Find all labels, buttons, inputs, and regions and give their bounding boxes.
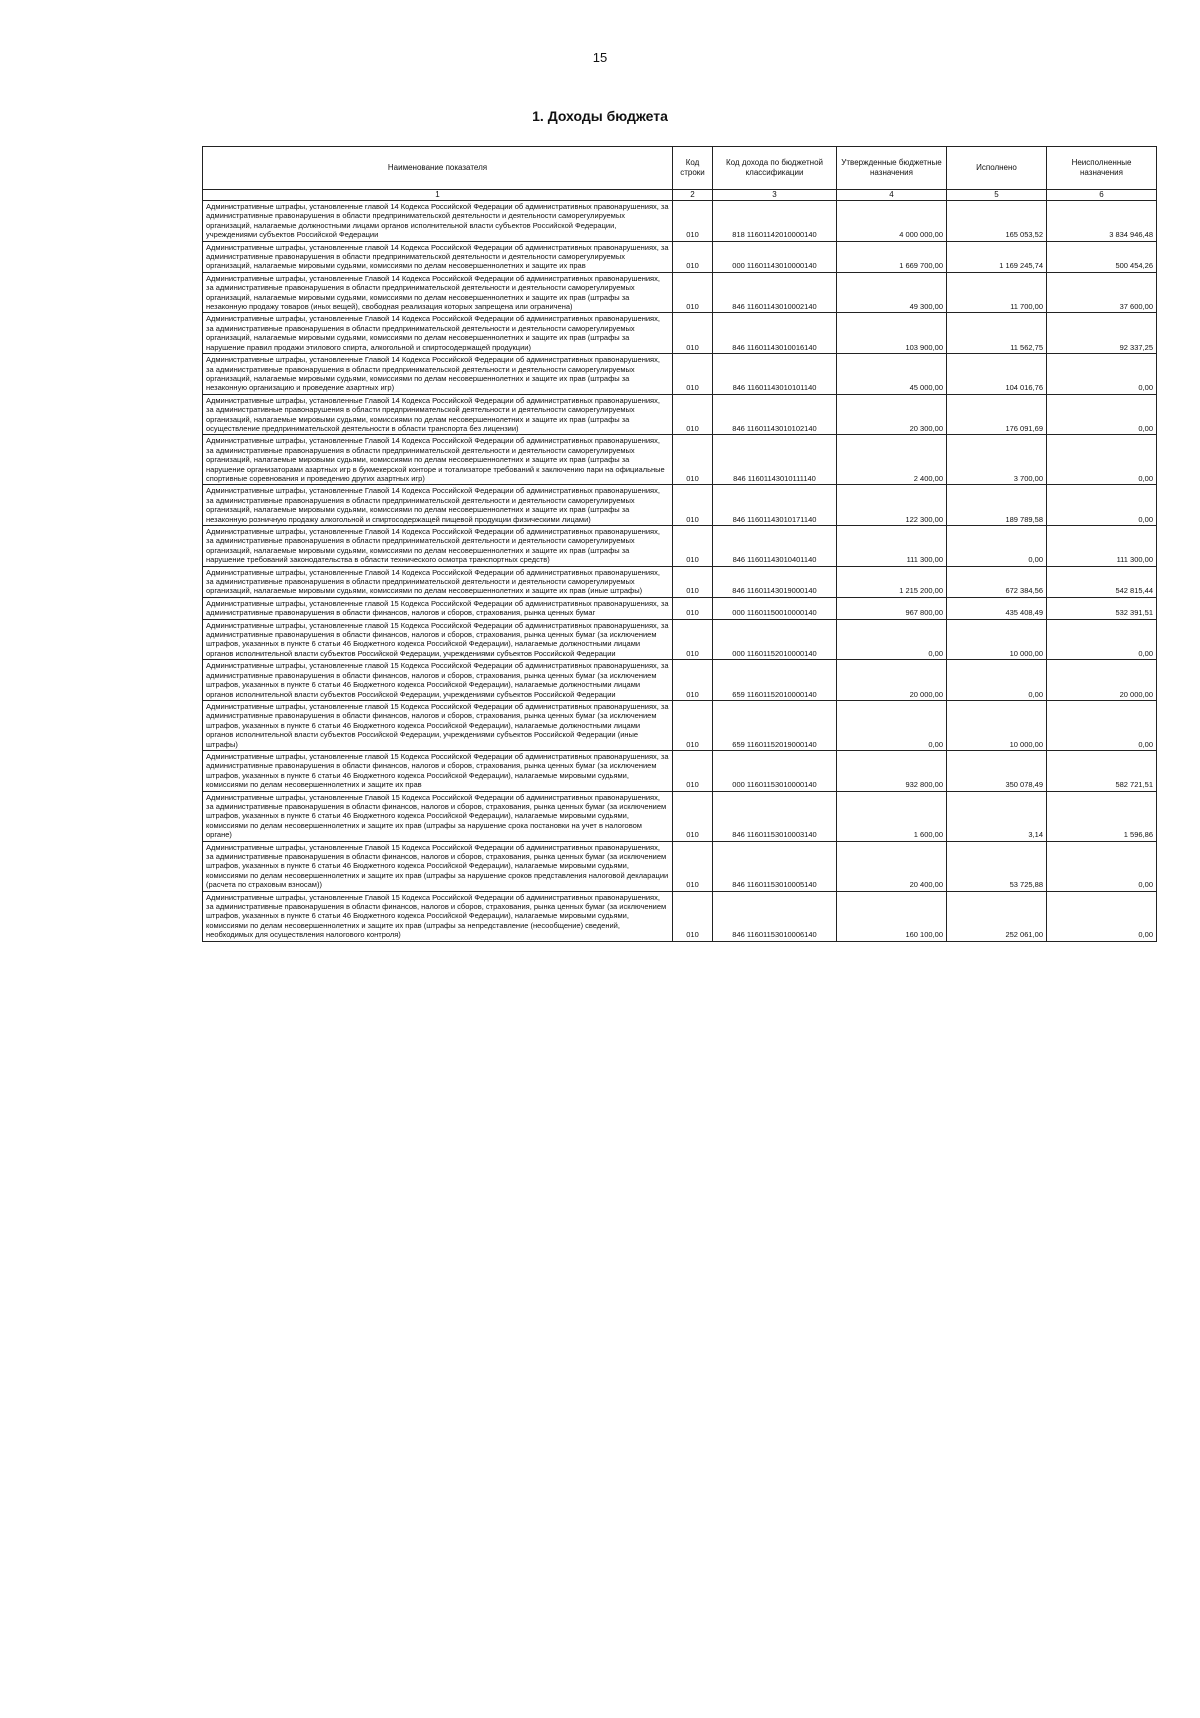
executed-cell: 1 169 245,74: [947, 241, 1047, 272]
line-code-cell: 010: [673, 485, 713, 526]
income-code-cell: 000 11601152010000140: [713, 619, 837, 660]
line-code-cell: 010: [673, 660, 713, 701]
indicator-name-cell: Административные штрафы, установленные главой 15 Кодекса Российской Федерации об административных правонарушениях, за административные правонарушения в области финансов, налогов и сборов, страхования, рынка ценных бумаг (за исключением штрафов, указанных в пункте 6 статьи 46 Бюджетного кодекса Российской Федерации), налагаемые должностными лицами органов исполнительной власти субъектов Российской Федерации, учреждениями субъектов Российской Федерации: [203, 660, 673, 701]
line-code-cell: 010: [673, 201, 713, 242]
indicator-name-cell: Административные штрафы, установленные Главой 14 Кодекса Российской Федерации об административных правонарушениях, за административные правонарушения в области предпринимательской деятельности и деятельности саморегулируемых организаций, налагаемые мировыми судьями, комиссиями по делам несовершеннолетних и защите их прав (штрафы за незаконную продажу товаров (иных вещей), свободная реализация которых запрещена или ограничена): [203, 272, 673, 313]
indicator-name-cell: Административные штрафы, установленные главой 15 Кодекса Российской Федерации об административных правонарушениях, за административные правонарушения в области финансов, налогов и сборов, страхования, рынка ценных бумаг (за исключением штрафов, указанных в пункте 6 статьи 46 Бюджетного кодекса Российской Федерации), налагаемые должностными лицами органов исполнительной власти субъектов Российской Федерации, учреждениями субъектов Российской Федерации: [203, 619, 673, 660]
unexecuted-cell: 532 391,51: [1047, 597, 1157, 619]
executed-cell: 3 700,00: [947, 435, 1047, 485]
line-code-cell: 010: [673, 241, 713, 272]
unexecuted-cell: 542 815,44: [1047, 566, 1157, 597]
income-code-cell: 000 11601143010000140: [713, 241, 837, 272]
column-number: 2: [673, 190, 713, 201]
line-code-cell: 010: [673, 566, 713, 597]
table-row: [203, 526, 1157, 567]
table-row: [203, 435, 1157, 485]
executed-cell: 11 562,75: [947, 313, 1047, 354]
line-code-cell: 010: [673, 597, 713, 619]
income-code-cell: 659 11601152010000140: [713, 660, 837, 701]
executed-cell: 176 091,69: [947, 394, 1047, 435]
indicator-name-cell: Административные штрафы, установленные Главой 14 Кодекса Российской Федерации об административных правонарушениях, за административные правонарушения в области предпринимательской деятельности и деятельности саморегулируемых организаций, налагаемые мировыми судьями, комиссиями по делам несовершеннолетних и защите их прав (штрафы за нарушение правил продажи этилового спирта, алкогольной и спиртосодержащей продукции): [203, 313, 673, 354]
table-row: [203, 619, 1157, 660]
income-code-cell: 846 11601153010005140: [713, 841, 837, 891]
column-number: 3: [713, 190, 837, 201]
executed-cell: 189 789,58: [947, 485, 1047, 526]
indicator-name-cell: Административные штрафы, установленные Главой 14 Кодекса Российской Федерации об административных правонарушениях, за административные правонарушения в области предпринимательской деятельности и деятельности саморегулируемых организаций, налагаемые мировыми судьями, комиссиями по делам несовершеннолетних и защите их прав (иные штрафы): [203, 566, 673, 597]
indicator-name-cell: Административные штрафы, установленные Главой 15 Кодекса Российской Федерации об административных правонарушениях, за административные правонарушения в области финансов, налогов и сборов, страхования, рынка ценных бумаг (за исключением штрафов, указанных в пункте 6 статьи 46 Бюджетного кодекса Российской Федерации), налагаемые мировыми судьями, комиссиями по делам несовершеннолетних и защите их прав (штрафы за нарушение сроков представления налоговой декларации (расчета по страховым взносам)): [203, 841, 673, 891]
executed-cell: 0,00: [947, 660, 1047, 701]
executed-cell: 165 053,52: [947, 201, 1047, 242]
header-indicator-name: Наименование показателя: [203, 147, 673, 190]
approved-cell: 49 300,00: [837, 272, 947, 313]
indicator-name-cell: Административные штрафы, установленные главой 15 Кодекса Российской Федерации об административных правонарушениях, за административные правонарушения в области финансов, налогов и сборов, страхования, рынка ценных бумаг: [203, 597, 673, 619]
unexecuted-cell: 111 300,00: [1047, 526, 1157, 567]
income-code-cell: 846 11601143010102140: [713, 394, 837, 435]
income-code-cell: 846 11601143010111140: [713, 435, 837, 485]
indicator-name-cell: Административные штрафы, установленные Главой 14 Кодекса Российской Федерации об административных правонарушениях, за административные правонарушения в области предпринимательской деятельности и деятельности саморегулируемых организаций, налагаемые мировыми судьями, комиссиями по делам несовершеннолетних и защите их прав (штрафы за незаконную организацию и проведение азартных игр): [203, 354, 673, 395]
income-code-cell: 000 11601153010000140: [713, 750, 837, 791]
approved-cell: 0,00: [837, 619, 947, 660]
approved-cell: 0,00: [837, 700, 947, 750]
approved-cell: 1 215 200,00: [837, 566, 947, 597]
approved-cell: 111 300,00: [837, 526, 947, 567]
income-code-cell: 000 11601150010000140: [713, 597, 837, 619]
approved-cell: 45 000,00: [837, 354, 947, 395]
header-unexecuted: Неисполненные назначения: [1047, 147, 1157, 190]
header-approved: Утвержденные бюджетные назначения: [837, 147, 947, 190]
unexecuted-cell: 0,00: [1047, 841, 1157, 891]
income-code-cell: 846 11601143010401140: [713, 526, 837, 567]
table-row: [203, 201, 1157, 242]
line-code-cell: 010: [673, 700, 713, 750]
table-row: [203, 566, 1157, 597]
table-row: [203, 700, 1157, 750]
table-row: [203, 891, 1157, 941]
header-line-code: Код строки: [673, 147, 713, 190]
unexecuted-cell: 582 721,51: [1047, 750, 1157, 791]
column-number: 5: [947, 190, 1047, 201]
approved-cell: 103 900,00: [837, 313, 947, 354]
header-income-code: Код дохода по бюджетной классификации: [713, 147, 837, 190]
income-code-cell: 846 11601143010016140: [713, 313, 837, 354]
table-row: [203, 841, 1157, 891]
approved-cell: 932 800,00: [837, 750, 947, 791]
line-code-cell: 010: [673, 435, 713, 485]
line-code-cell: 010: [673, 619, 713, 660]
indicator-name-cell: Административные штрафы, установленные Главой 14 Кодекса Российской Федерации об административных правонарушениях, за административные правонарушения в области предпринимательской деятельности и деятельности саморегулируемых организаций, налагаемые мировыми судьями, комиссиями по делам несовершеннолетних и защите их прав (штрафы за нарушение организаторами азартных игр в букмекерской конторе и тотализаторе требований к заключению пари на официальные спортивные соревнования и проведению других азартных игр): [203, 435, 673, 485]
approved-cell: 1 669 700,00: [837, 241, 947, 272]
line-code-cell: 010: [673, 891, 713, 941]
indicator-name-cell: Административные штрафы, установленные Главой 15 Кодекса Российской Федерации об административных правонарушениях, за административные правонарушения в области финансов, налогов и сборов, страхования, рынка ценных бумаг (за исключением штрафов, указанных в пункте 6 статьи 46 Бюджетного кодекса Российской Федерации), налагаемые мировыми судьями, комиссиями по делам несовершеннолетних и защите их прав (штрафы за нарушение срока постановки на учет в налоговом органе): [203, 791, 673, 841]
income-code-cell: 846 11601143010171140: [713, 485, 837, 526]
approved-cell: 1 600,00: [837, 791, 947, 841]
approved-cell: 20 000,00: [837, 660, 947, 701]
budget-income-table: [202, 146, 1157, 942]
income-code-cell: 846 11601143019000140: [713, 566, 837, 597]
executed-cell: 672 384,56: [947, 566, 1047, 597]
indicator-name-cell: Административные штрафы, установленные главой 15 Кодекса Российской Федерации об административных правонарушениях, за административные правонарушения в области финансов, налогов и сборов, страхования, рынка ценных бумаг (за исключением штрафов, указанных в пункте 6 статьи 46 Бюджетного кодекса Российской Федерации), налагаемые должностными лицами органов исполнительной власти субъектов Российской Федерации, учреждениями субъектов Российской Федерации (иные штрафы): [203, 700, 673, 750]
income-code-cell: 818 11601142010000140: [713, 201, 837, 242]
unexecuted-cell: 1 596,86: [1047, 791, 1157, 841]
line-code-cell: 010: [673, 841, 713, 891]
indicator-name-cell: Административные штрафы, установленные Главой 14 Кодекса Российской Федерации об административных правонарушениях, за административные правонарушения в области предпринимательской деятельности и деятельности саморегулируемых организаций, налагаемые мировыми судьями, комиссиями по делам несовершеннолетних и защите их прав (штрафы за нарушение требований законодательства в области технического осмотра транспортных средств): [203, 526, 673, 567]
executed-cell: 53 725,88: [947, 841, 1047, 891]
line-code-cell: 010: [673, 354, 713, 395]
executed-cell: 0,00: [947, 526, 1047, 567]
executed-cell: 252 061,00: [947, 891, 1047, 941]
table-row: [203, 791, 1157, 841]
unexecuted-cell: 0,00: [1047, 394, 1157, 435]
approved-cell: 4 000 000,00: [837, 201, 947, 242]
line-code-cell: 010: [673, 272, 713, 313]
table-header-row: [203, 147, 1157, 190]
unexecuted-cell: 0,00: [1047, 435, 1157, 485]
executed-cell: 10 000,00: [947, 619, 1047, 660]
income-code-cell: 846 11601143010002140: [713, 272, 837, 313]
column-number-row: [203, 190, 1157, 201]
column-number: 6: [1047, 190, 1157, 201]
approved-cell: 967 800,00: [837, 597, 947, 619]
line-code-cell: 010: [673, 791, 713, 841]
executed-cell: 10 000,00: [947, 700, 1047, 750]
unexecuted-cell: 0,00: [1047, 891, 1157, 941]
executed-cell: 3,14: [947, 791, 1047, 841]
approved-cell: 160 100,00: [837, 891, 947, 941]
unexecuted-cell: 20 000,00: [1047, 660, 1157, 701]
page-title: 1. Доходы бюджета: [532, 108, 668, 124]
unexecuted-cell: 0,00: [1047, 619, 1157, 660]
indicator-name-cell: Административные штрафы, установленные главой 14 Кодекса Российской Федерации об административных правонарушениях, за административные правонарушения в области предпринимательской деятельности и деятельности саморегулируемых организаций, налагаемые должностными лицами органов исполнительной власти субъектов Российской Федерации, учреждениями субъектов Российской Федерации: [203, 201, 673, 242]
line-code-cell: 010: [673, 394, 713, 435]
table-row: [203, 272, 1157, 313]
table-row: [203, 660, 1157, 701]
unexecuted-cell: 500 454,26: [1047, 241, 1157, 272]
header-executed: Исполнено: [947, 147, 1047, 190]
column-number: 4: [837, 190, 947, 201]
page-number: 15: [592, 50, 608, 65]
indicator-name-cell: Административные штрафы, установленные главой 14 Кодекса Российской Федерации об административных правонарушениях, за административные правонарушения в области предпринимательской деятельности и деятельности саморегулируемых организаций, налагаемые мировыми судьями, комиссиями по делам несовершеннолетних и защите их прав: [203, 241, 673, 272]
table-row: [203, 485, 1157, 526]
approved-cell: 20 400,00: [837, 841, 947, 891]
table-row: [203, 597, 1157, 619]
approved-cell: 2 400,00: [837, 435, 947, 485]
table-row: [203, 241, 1157, 272]
unexecuted-cell: 0,00: [1047, 354, 1157, 395]
indicator-name-cell: Административные штрафы, установленные главой 15 Кодекса Российской Федерации об административных правонарушениях, за административные правонарушения в области финансов, налогов и сборов, страхования, рынка ценных бумаг (за исключением штрафов, указанных в пункте 6 статьи 46 Бюджетного кодекса Российской Федерации), налагаемые мировыми судьями, комиссиями по делам несовершеннолетних и защите их прав: [203, 750, 673, 791]
unexecuted-cell: 3 834 946,48: [1047, 201, 1157, 242]
table-row: [203, 394, 1157, 435]
line-code-cell: 010: [673, 313, 713, 354]
approved-cell: 122 300,00: [837, 485, 947, 526]
indicator-name-cell: Административные штрафы, установленные Главой 14 Кодекса Российской Федерации об административных правонарушениях, за административные правонарушения в области предпринимательской деятельности и деятельности саморегулируемых организаций, налагаемые мировыми судьями, комиссиями по делам несовершеннолетних и защите их прав (штрафы за осуществление предпринимательской деятельности в области транспорта без лицензии): [203, 394, 673, 435]
income-code-cell: 846 11601153010006140: [713, 891, 837, 941]
approved-cell: 20 300,00: [837, 394, 947, 435]
executed-cell: 104 016,76: [947, 354, 1047, 395]
income-code-cell: 846 11601143010101140: [713, 354, 837, 395]
unexecuted-cell: 37 600,00: [1047, 272, 1157, 313]
table-row: [203, 313, 1157, 354]
unexecuted-cell: 0,00: [1047, 485, 1157, 526]
income-code-cell: 846 11601153010003140: [713, 791, 837, 841]
income-code-cell: 659 11601152019000140: [713, 700, 837, 750]
executed-cell: 11 700,00: [947, 272, 1047, 313]
table-row: [203, 354, 1157, 395]
executed-cell: 350 078,49: [947, 750, 1047, 791]
table-body: [203, 201, 1157, 942]
indicator-name-cell: Административные штрафы, установленные Главой 14 Кодекса Российской Федерации об административных правонарушениях, за административные правонарушения в области предпринимательской деятельности и деятельности саморегулируемых организаций, налагаемые мировыми судьями, комиссиями по делам несовершеннолетних и защите их прав (штрафы за незаконную розничную продажу алкогольной и спиртосодержащей пищевой продукции физическими лицами): [203, 485, 673, 526]
line-code-cell: 010: [673, 526, 713, 567]
unexecuted-cell: 0,00: [1047, 700, 1157, 750]
indicator-name-cell: Административные штрафы, установленные Главой 15 Кодекса Российской Федерации об административных правонарушениях, за административные правонарушения в области финансов, налогов и сборов, страхования, рынка ценных бумаг (за исключением штрафов, указанных в пункте 6 статьи 46 Бюджетного кодекса Российской Федерации), налагаемые мировыми судьями, комиссиями по делам несовершеннолетних и защите их прав (штрафы за непредставление (несообщение) сведений, необходимых для осуществления налогового контроля): [203, 891, 673, 941]
line-code-cell: 010: [673, 750, 713, 791]
unexecuted-cell: 92 337,25: [1047, 313, 1157, 354]
column-number: 1: [203, 190, 673, 201]
executed-cell: 435 408,49: [947, 597, 1047, 619]
table-row: [203, 750, 1157, 791]
